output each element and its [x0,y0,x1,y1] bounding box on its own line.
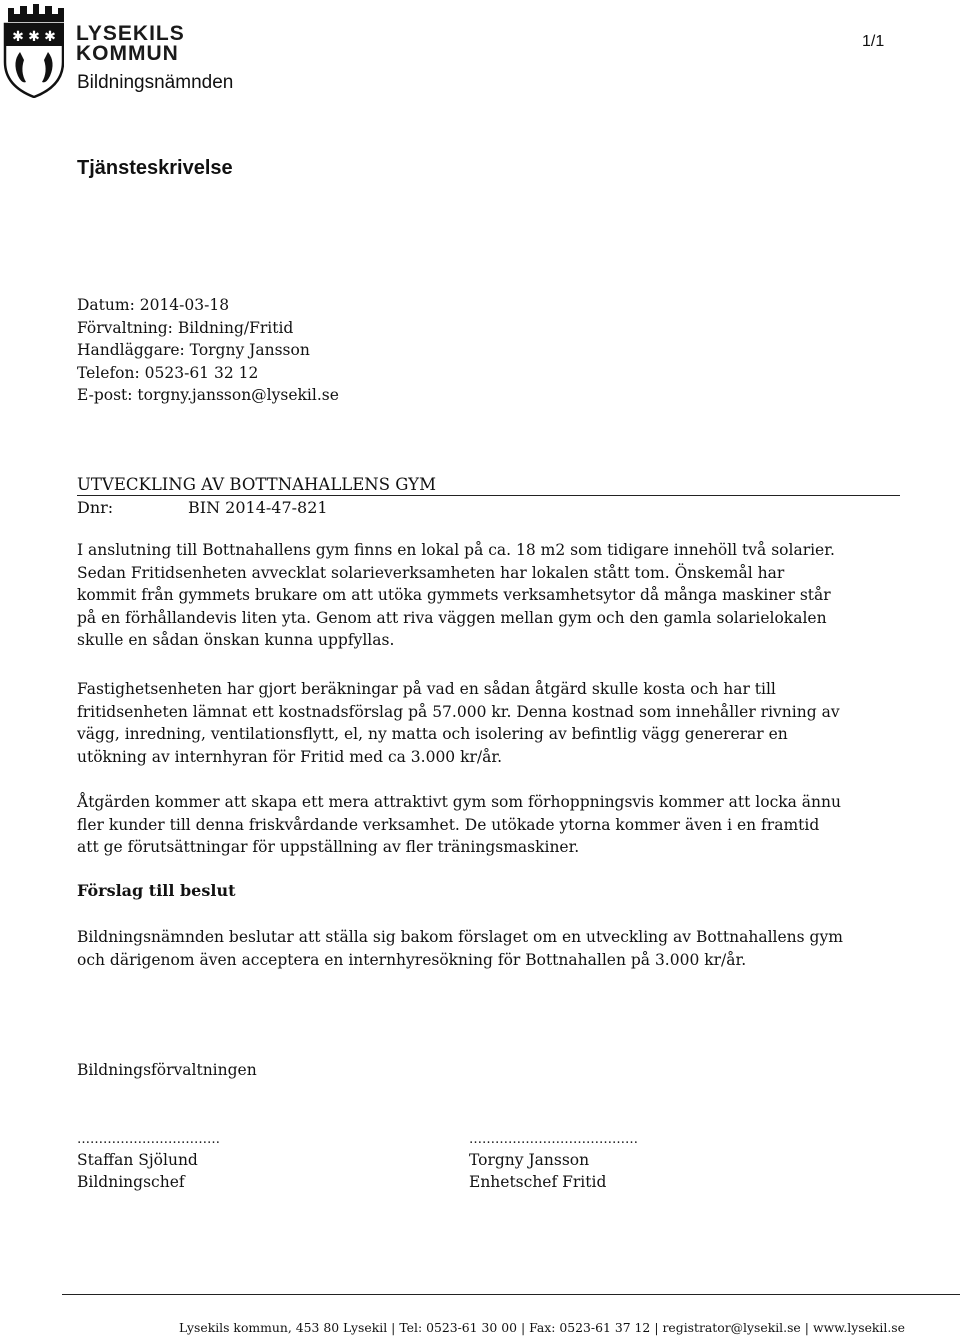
footer-website: www.lysekil.se [812,1320,905,1335]
text-line: I anslutning till Bottnahallens gym finns en lokal på ca. 18 m2 som tidigare innehöll två solarier. [77,541,835,559]
text-line: utökning av internhyran för Fritid med ca 3.000 kr/år. [77,747,502,766]
paragraph-benefit [77,791,907,859]
department-name: Bildningsnämnden [77,72,234,93]
signature-line: …………………………… [77,1132,220,1147]
organization-name [76,24,185,64]
footer-email: registrator@lysekil.se [662,1320,801,1335]
document-type-heading: Tjänsteskrivelse [77,157,233,179]
svg-text:✱: ✱ [12,29,24,45]
footer-divider [62,1294,960,1295]
meta-email: E-post: torgny.jansson@lysekil.se [77,386,339,405]
subject-title: UTVECKLING AV BOTTNAHALLENS GYM [77,475,436,494]
dnr-value: BIN 2014-47-821 [188,498,328,517]
signature-line: ………………………………… [469,1132,638,1147]
text-line: fler kunder till denna friskvårdande verksamhet. De utökade ytorna kommer även i en framtid [77,815,820,834]
municipal-coat-of-arms-icon [2,2,64,98]
signer-name: Staffan Sjölund [77,1151,198,1169]
organization-name-line2: KOMMUN [76,42,179,65]
text-line: skulle en sådan önskan kunna uppfyllas. [77,631,395,650]
text-line: kommit från gymmets brukare om att utöka gymmets verksamhetsytor då många maskiner står [77,586,831,605]
footer-fax: Fax: 0523-61 37 12 [529,1320,651,1335]
signer-title: Bildningschef [77,1173,185,1191]
meta-date: Datum: 2014-03-18 [77,296,230,314]
page-number: 1/1 [862,33,885,50]
text-line: Bildningsnämnden beslutar att ställa sig bakom förslaget om en utveckling av Bottnahallens gym [77,928,843,946]
text-line: Fastighetsenheten har gjort beräkningar på vad en sådan åtgärd skulle kosta och har till [77,680,776,698]
text-line: vägg, inredning, ventilationsflytt, el, ny matta och isolering av befintlig vägg genererar en [77,725,788,744]
footer-separator: | [804,1320,809,1335]
paragraph-cost [77,678,907,768]
subject-divider [77,495,900,496]
footer-separator: | [654,1320,659,1335]
text-line: på en förhållandevis liten yta. Genom att riva väggen mellan gym och den gamla solarielokalen [77,608,827,627]
signature-organization: Bildningsförvaltningen [77,1061,257,1079]
text-line: och därigenom även acceptera en internhyresökning för Bottnahallen på 3.000 kr/år. [77,950,747,969]
text-line: fritidsenheten lämnat ett kostnadsförslag på 57.000 kr. Denna kostnad som innehåller rivning av [77,702,840,721]
meta-officer: Handläggare: Torgny Jansson [77,341,310,360]
meta-administration: Förvaltning: Bildning/Fritid [77,318,294,337]
meta-phone: Telefon: 0523-61 32 12 [77,363,259,382]
svg-text:✱: ✱ [44,29,56,45]
signer-title: Enhetschef Fritid [469,1173,607,1191]
paragraph-background [77,539,907,652]
dnr-label: Dnr: [77,498,114,517]
footer [179,1320,905,1335]
footer-address: Lysekils kommun, 453 80 Lysekil [179,1320,388,1335]
text-line: Åtgärden kommer att skapa ett mera attraktivt gym som förhoppningsvis kommer att locka ännu [77,793,841,811]
organization-name-line1: LYSEKILS [76,22,185,45]
proposal-heading: Förslag till beslut [77,881,236,900]
signer-name: Torgny Jansson [469,1151,590,1169]
svg-text:✱: ✱ [28,29,40,45]
footer-separator: | [391,1320,396,1335]
footer-phone: Tel: 0523-61 30 00 [399,1320,517,1335]
document-metadata [77,294,339,407]
text-line: att ge förutsättningar för uppställning av fler träningsmaskiner. [77,838,580,857]
footer-separator: | [520,1320,526,1335]
proposal-text [77,926,907,971]
text-line: Sedan Fritidsenheten avvecklat solarieverksamheten har lokalen stått tom. Önskemål har [77,563,785,582]
